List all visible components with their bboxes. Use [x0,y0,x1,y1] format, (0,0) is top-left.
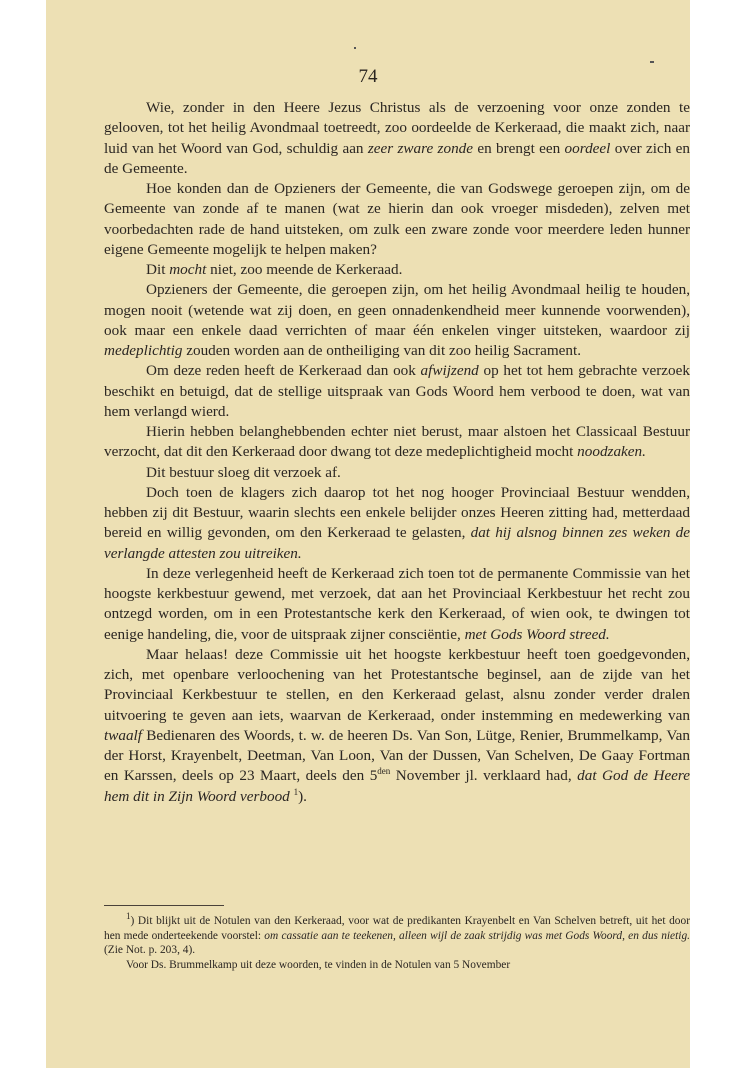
paragraph [104,645,690,807]
text-run: ) Dit blijkt uit de Notulen van den Kerkeraad, voor wat de predikanten Krayenbelt en Van Schelven betreft, uit het door hen mede onderteekende voorstel: [104,915,690,942]
text-run: (Zie Not. p. 203, 4). [104,944,196,956]
text-run: zouden worden aan de ontheiliging van dit zoo heilig Sacrament. [182,342,582,359]
italic-text: zeer zware zonde [367,139,473,157]
text-run: Doch toen de klagers zich daarop tot het nog hooger Provinciaal Bestuur wendden, hebben zij dit Bestuur, waarin slechts een enkele belijder onzes Heeren zitting had, metterdaad bereid en willig gevonden, om den Kerkeraad te gelasten, [104,483,690,542]
scan-speck [354,47,356,49]
paragraph [104,361,690,422]
text-run: Dit [146,261,170,278]
text-run: niet, zoo meende de Kerkeraad. [206,261,403,278]
text-run: Hoe konden dan de Opzieners der Gemeente, die van Godswege geroepen zijn, om de Gemeente van zonde af te manen (wat ze hierin dan ook vroeger misdeden), zelven met voorbedachten rade de hand uitsteken, om zulk een zware zonde voor meerdere leden hunner eigene Gemeente mogelijk te helpen maken? [104,180,690,258]
superscript: den [377,766,391,777]
text-run: en brengt een [473,139,565,157]
italic-text: twaalf [104,726,142,744]
text-run: Wie, zonder in den Heere Jezus Christus als de verzoening voor onze zonden te gelooven, tot het heilig Avondmaal toetreedt, zoo oordeelde de Kerkeraad, die maakt zich, naar luid van het Woord van God, schuldig aan [104,99,690,157]
text-run: Bedienaren des Woords, t. w. de heeren Ds. Van Son, Lütge, Renier, Brummelkamp, Van der Horst, Krayenbelt, Deetman, Van Loon, Van der Dussen, Van Schelven, De Gaay Fortman en Karssen, deels op 23 Maart, deels den 5 [104,726,690,785]
italic-text: noodzaken. [577,443,646,461]
paragraph [104,179,690,260]
text-run: November jl. verklaard had, [390,767,578,785]
italic-text: dat God de Heere hem dit in Zijn Woord verbood [104,767,691,805]
superscript: 1 [293,786,299,797]
footnote-divider [104,905,224,906]
text-run: op het tot hem gebrachte verzoek beschikt en betuigd, dat de stellige uitspraak van Gods Woord hem verbood te doen, wat van hem verlangd wierd. [104,362,690,420]
footnote [104,958,690,973]
paragraph [104,260,690,280]
page-number: 74 [358,66,378,87]
paragraph [104,564,690,645]
italic-text: dat hij alsnog binnen zes weken de verlangde attesten zou uitreiken. [104,524,691,562]
italic-text: medeplichtig [104,342,183,359]
text-run: over zich en de Gemeente. [104,139,690,177]
text-run: Om deze reden heeft de Kerkeraad dan ook [146,362,421,380]
italic-text: om cassatie aan te teekenen, alleen wijl de zaak strijdig was met Gods Woord, en dus nietig. [264,929,690,942]
superscript: 1 [126,911,131,922]
body-text [104,98,690,807]
paragraph [104,98,690,179]
text-run: ). [298,787,307,805]
paragraph [104,483,690,564]
paragraph [104,280,690,361]
italic-text: oordeel [564,139,611,157]
text-run: Dit bestuur sloeg dit verzoek af. [146,463,341,481]
italic-text: met Gods Woord streed. [464,625,610,643]
paragraph [104,463,690,483]
text-run: In deze verlegenheid heeft de Kerkeraad zich toen tot de permanente Commissie van het hoogste kerkbestuur gewend, met verzoek, dat aan het Provinciaal Kerkbestuur het recht zou ontzegd worden, om in een Protestantsche kerk den Kerkeraad, of wien ook, te dwingen tot eenige handeling, die, voor de uitspraak zijner consciëntie, [104,564,690,643]
paragraph [104,422,690,463]
text-run: Opzieners der Gemeente, die geroepen zijn, om het heilig Avondmaal heilig te houden, mogen nooit (wetende wat zij doen, en geen onnadenkendheid meer kunnende voorwenden), ook maar een enkele daad verrichten of maar één enkelen vinger uitsteken, waardoor zij [104,281,690,339]
text-run: Voor Ds. Brummelkamp uit deze woorden, te vinden in de Notulen van 5 November [126,958,511,971]
scanned-page [46,0,690,1068]
footnote [104,911,690,958]
scan-speck [650,61,654,63]
text-run: Maar helaas! deze Commissie uit het hoogste kerkbestuur heeft toen goedgevonden, zich, met openbare verloochening van het Protestantsche beginsel, aan de zijde van het Provinciaal Kerkbestuur te stellen, en den Kerkeraad gelast, alsnu zonder verder dralen uitvoering te geven aan iets, waarvan de Kerkeraad, onder instemming en medewerking van [104,645,690,724]
italic-text: afwijzend [420,362,479,380]
footnotes [104,911,690,972]
italic-text: mocht [169,261,207,278]
text-run: Hierin hebben belanghebbenden echter niet berust, maar alstoen het Classicaal Bestuur verzocht, dat dit den Kerkeraad door dwang tot deze medeplichtigheid mocht [104,423,690,461]
